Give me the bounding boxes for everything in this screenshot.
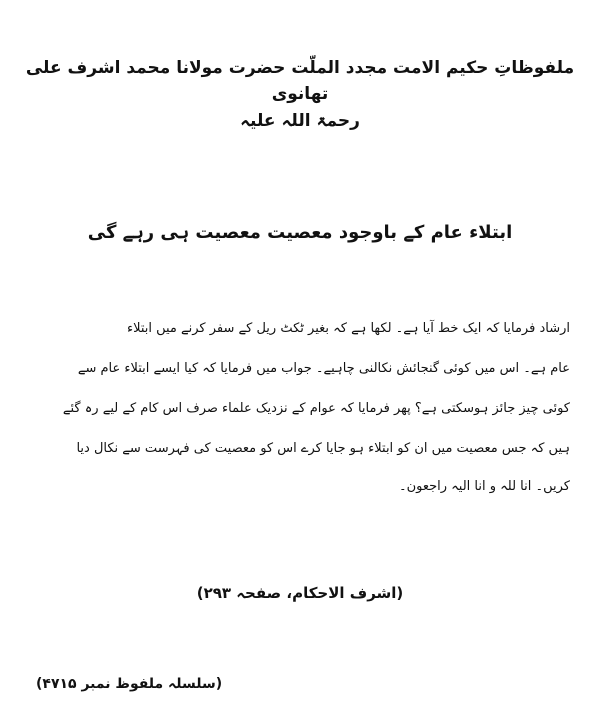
document-title: ملفوظاتِ حکیم الامت مجدد الملّت حضرت مولانا محمد اشرف علی تھانوی (25, 58, 575, 104)
body-line: ارشاد فرمایا کہ ایک خط آیا ہے۔ لکھا ہے کہ بغیر ٹکٹ ریل کے سفر کرنے میں ابتلاء (126, 321, 570, 336)
source-reference: (اشرف الاحکام، صفحہ ۲۹۳) (196, 584, 404, 602)
series-number: (سلسلہ ملفوظ نمبر ۴۷۱۵) (36, 676, 223, 692)
section-heading: ابتلاء عام کے باوجود معصیت معصیت ہی رہے گی (87, 222, 513, 243)
body-line: کوئی چیز جائز ہوسکتی ہے؟ پھر فرمایا کہ عوام کے نزدیک علماء صرف اس کام کے لیے رہ گئے (62, 401, 570, 416)
body-line: عام ہے۔ اس میں کوئی گنجائش نکالنی چاہیے۔ جواب میں فرمایا کہ کیا ایسے ابتلاء عام سے (77, 361, 570, 376)
document-subtitle: رحمۃ اللہ علیہ (240, 111, 360, 131)
body-line: ہیں کہ جس معصیت میں ان کو ابتلاء ہو جایا کرے اس کو معصیت کی فہرست سے نکال دیا (76, 441, 570, 456)
body-line: کریں۔ انا للہ و انا الیہ راجعون۔ (398, 479, 570, 494)
